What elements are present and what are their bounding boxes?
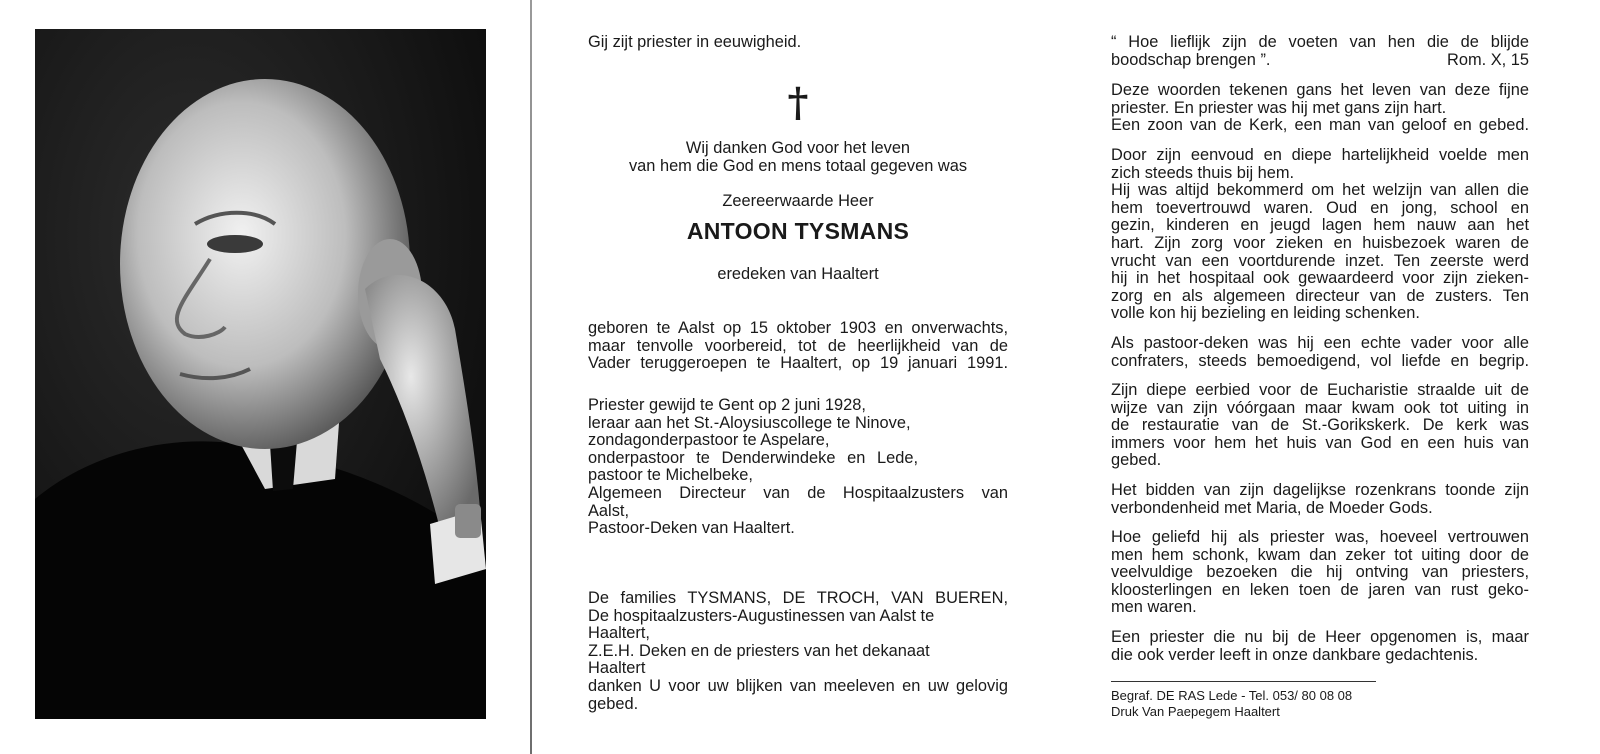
families-line: Haaltert, — [588, 624, 650, 643]
portrait-image — [35, 29, 486, 719]
families-line: De hospitaalzusters-Augustinessen van Aalst te — [588, 606, 935, 625]
paragraph-line: zorg en als algemeen directeur van de zusters. Ten — [1111, 286, 1529, 305]
honorific: Zeereerwaarde Heer — [722, 192, 874, 210]
thanks-line: van hem die God en mens totaal gegeven was — [628, 156, 968, 175]
deceased-name: ANTOON TYSMANS — [686, 218, 910, 244]
paragraph-line: Een priester die nu bij de Heer opgenomen is, maar — [1111, 628, 1529, 646]
paragraph-line: volle kon hij bezieling en leiding schenken. — [1111, 304, 1420, 323]
career-list — [588, 397, 1008, 538]
birth-line: maar tenvolle voorbereid, tot de heerlijkheid van de — [588, 336, 1008, 355]
paragraph-line: verbondenheid met Maria, de Moeder Gods. — [1111, 498, 1433, 517]
printer-credits — [1111, 688, 1529, 720]
families-thanks — [588, 590, 1008, 713]
paragraph-line: wijze van zijn vóórgaan maar kwam ook tot uiting in — [1111, 398, 1529, 417]
tribute-paragraph-6 — [1111, 529, 1529, 617]
paragraph-line: de restauratie van de St.-Gorikskerk. De kerk was — [1111, 416, 1529, 435]
paragraph-line: veelvuldige bezoeken die hij ontving van priesters, — [1111, 563, 1529, 582]
paragraph-line: Deze woorden tekenen gans het leven van deze fijne — [1111, 81, 1529, 99]
card-fold-line — [530, 0, 532, 754]
tribute-paragraph-2 — [1111, 147, 1529, 323]
thanks-line: Wij danken God voor het leven — [685, 139, 911, 157]
paragraph-line: hart. Zijn zorg voor zieken en huisbezoek waren de — [1111, 233, 1529, 252]
quote-line: boodschap brengen ”. — [1111, 50, 1271, 69]
career-item: pastoor te Michelbeke, — [588, 466, 753, 485]
paragraph-line: kloosterlingen en leken toen de jaren van rust geko- — [1111, 580, 1529, 599]
printer-line: Druk Van Paepegem Haaltert — [1111, 704, 1280, 719]
cross-icon: † — [787, 79, 809, 126]
printer-line: Begraf. DE RAS Lede - Tel. 053/ 80 08 08 — [1111, 688, 1353, 703]
paragraph-line: men hem schonk, kwam dan zeker tot uiting door de — [1111, 545, 1529, 564]
career-item: zondagonderpastoor te Aspelare, — [588, 431, 830, 450]
printer-divider — [1111, 681, 1376, 682]
tribute-paragraph-3 — [1111, 335, 1529, 370]
portrait-photo — [35, 29, 486, 719]
paragraph-line: Hoe geliefd hij als priester was, hoeveel vertrouwen — [1111, 528, 1529, 546]
paragraph-line: vrucht van een voortdurende inzet. Ten zeerste werd — [1111, 251, 1529, 270]
thanks-text — [588, 140, 1008, 175]
paragraph-line: gebed. — [1111, 451, 1162, 470]
families-line: Haaltert — [588, 659, 646, 678]
birth-line: geboren te Aalst op 15 oktober 1903 en onverwachts, — [588, 319, 1008, 337]
birth-line: Vader teruggeroepen te Haaltert, op 19 januari 1991. — [588, 354, 1008, 373]
paragraph-line: Door zijn eenvoud en diepe hartelijkheid voelde men — [1111, 146, 1529, 164]
tribute-paragraph-4 — [1111, 382, 1529, 470]
paragraph-line: Zijn diepe eerbied voor de Eucharistie straalde uit de — [1111, 381, 1529, 399]
paragraph-line: die ook verder leeft in onze dankbare gedachtenis. — [1111, 645, 1479, 664]
paragraph-line: hij in het hospitaal ook gewaardeerd voor zijn zieken- — [1111, 269, 1529, 288]
families-line: De families TYSMANS, DE TROCH, VAN BUEREN, — [588, 589, 1008, 607]
portrait-card — [0, 0, 530, 754]
tribute-paragraph-7 — [1111, 629, 1529, 664]
career-item: Priester gewijd te Gent op 2 juni 1928, — [588, 396, 866, 414]
career-item: leraar aan het St.-Aloysiuscollege te Ninove, — [588, 413, 911, 432]
paragraph-line: Als pastoor-deken was hij een echte vader voor alle — [1111, 334, 1529, 352]
families-line: Z.E.H. Deken en de priesters van het dekanaat — [588, 641, 930, 660]
paragraph-line: hem toevertrouwd waren. Oud en jong, school en — [1111, 198, 1529, 217]
deceased-title: eredeken van Haaltert — [717, 265, 879, 283]
tribute-paragraph-1 — [1111, 82, 1529, 135]
career-item: Aalst, — [588, 501, 629, 520]
career-item: onderpastoor te Denderwindeke en Lede, — [588, 448, 918, 467]
paragraph-line: Een zoon van de Kerk, een man van geloof en gebed. — [1111, 116, 1529, 135]
tribute-paragraph-5 — [1111, 482, 1529, 517]
families-line: danken U voor uw blijken van meeleven en uw gelovig — [588, 676, 1008, 695]
quote-reference: Rom. X, 15 — [1447, 50, 1529, 69]
career-item: Algemeen Directeur van de Hospitaalzusters van — [588, 483, 1008, 502]
birth-death-text — [588, 320, 1008, 373]
paragraph-line: confraters, steeds bemoedigend, vol liefde en begrip. — [1111, 351, 1529, 370]
opening-line: Gij zijt priester in eeuwigheid. — [588, 33, 802, 51]
scripture-quote — [1111, 34, 1529, 69]
paragraph-line: zich steeds thuis bij hem. — [1111, 163, 1295, 182]
paragraph-line: priester. En priester was hij met gans zijn hart. — [1111, 98, 1447, 117]
paragraph-line: men waren. — [1111, 598, 1197, 617]
paragraph-line: Het bidden van zijn dagelijkse rozenkrans toonde zijn — [1111, 481, 1529, 499]
career-item: Pastoor-Deken van Haaltert. — [588, 519, 795, 538]
paragraph-line: Hij was altijd bekommerd om het welzijn van allen die — [1111, 181, 1529, 200]
families-line: gebed. — [588, 694, 639, 713]
paragraph-line: immers voor hem het huis van God en een huis van — [1111, 433, 1529, 452]
paragraph-line: gezin, kinderen en jeugd lagen hem nauw aan het — [1111, 216, 1529, 235]
quote-line: “ Hoe lieflijk zijn de voeten van hen die de blijde — [1111, 33, 1529, 51]
